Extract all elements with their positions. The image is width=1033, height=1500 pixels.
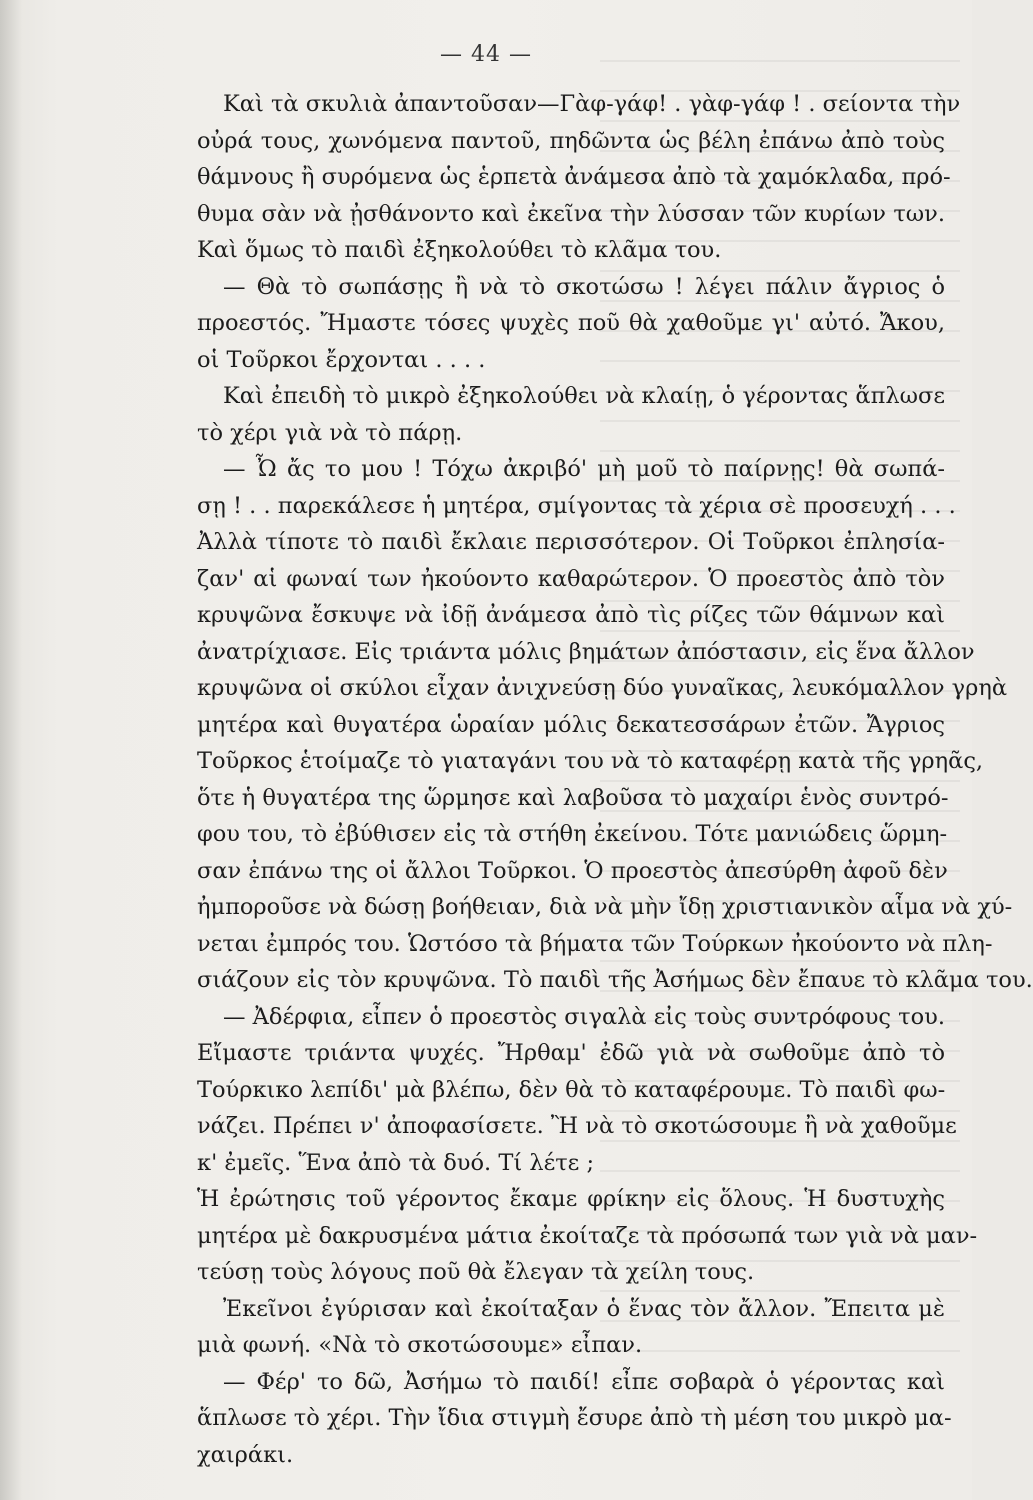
text-line: νάζει. Πρέπει ν' ἀποφασίσετε. Ἢ νὰ τὸ σκοτώσουμε ἢ νὰ χαθοῦμε [197,1113,957,1139]
text-line: Καὶ ὅμως τὸ παιδὶ ἐξηκολούθει τὸ κλᾶμα του. [197,237,722,263]
text-line: κρυψῶνα οἱ σκύλοι εἶχαν ἀνιχνεύσῃ δύο γυναῖκας, λευκόμαλλον γρηὰ [197,675,1008,701]
text-line: μιὰ φωνή. «Νὰ τὸ σκοτώσουμε» εἶπαν. [197,1332,643,1358]
text-line: Τούρκικο λεπίδι' μὰ βλέπω, δὲν θὰ τὸ καταφέρουμε. Τὸ παιδὶ φω- [197,1076,946,1103]
text-line: τὸ χέρι γιὰ νὰ τὸ πάρῃ. [197,419,463,446]
text-line: θυμα σὰν νὰ ᾐσθάνοντο καὶ ἐκεῖνα τὴν λύσσαν τῶν κυρίων των. [197,200,945,227]
text-line: ὅτε ἡ θυγατέρα της ὥρμησε καὶ λαβοῦσα τὸ μαχαίρι ἑνὸς συντρό- [197,784,949,811]
text-line: Καὶ ἐπειδὴ τὸ μικρὸ ἐξηκολούθει νὰ κλαίῃ, ὁ γέροντας ἅπλωσε [223,383,945,409]
text-line: Ἐκεῖνοι ἐγύρισαν καὶ ἐκοίταξαν ὁ ἕνας τὸν ἄλλον. Ἔπειτα μὲ [223,1295,945,1322]
text-line: νεται ἐμπρός του. Ὡστόσο τὰ βήματα τῶν Τούρκων ἠκούοντο νὰ πλη- [197,930,993,957]
body-text [197,86,1033,1473]
page-number: — 44 — [440,42,532,67]
text-line: χαιράκι. [197,1441,294,1468]
text-line: θάμνους ἢ συρόμενα ὡς ἑρπετὰ ἀνάμεσα ἀπὸ τὰ χαμόκλαδα, πρό- [197,164,951,190]
text-line: μητέρα καὶ θυγατέρα ὡραίαν μόλις δεκατεσσάρων ἐτῶν. Ἄγριος [197,711,945,738]
text-line: οἱ Τοῦρκοι ἔρχονται . . . . [197,346,486,373]
text-line: ἀνατρίχιασε. Εἰς τριάντα μόλις βημάτων ἀπόστασιν, εἰς ἕνα ἄλλον [197,638,975,665]
text-line: Καὶ τὰ σκυλιὰ ἀπαντοῦσαν—Γὰφ-γάφ! . γὰφ-γάφ ! . σείοντα τὴν [223,91,961,117]
text-line: — Φέρ' το δῶ, Ἀσήμω τὸ παιδί! εἶπε σοβαρὰ ὁ γέροντας καὶ [223,1368,945,1395]
binding-shadow [0,0,22,1500]
text-line: οὐρά τους, χωνόμενα παντοῦ, πηδῶντα ὡς βέλη ἐπάνω ἀπὸ τοὺς [197,127,945,154]
text-line: ἅπλωσε τὸ χέρι. Τὴν ἴδια στιγμὴ ἔσυρε ἀπὸ τὴ μέση του μικρὸ μα- [197,1405,952,1431]
text-line: Ἡ ἐρώτησις τοῦ γέροντος ἔκαμε φρίκην εἰς ὅλους. Ἡ δυστυχὴς [197,1186,945,1212]
text-line: — Ἀδέρφια, εἶπεν ὁ προεστὸς σιγαλὰ εἰς τοὺς συντρόφους του. [223,1003,945,1030]
text-line: σαν ἐπάνω της οἱ ἄλλοι Τοῦρκοι. Ὁ προεστὸς ἀπεσύρθη ἀφοῦ δὲν [197,857,948,884]
text-line: ἠμποροῦσε νὰ δώσῃ βοήθειαν, διὰ νὰ μὴν ἴδῃ χριστιανικὸν αἷμα νὰ χύ- [197,894,1013,920]
text-line: — Θὰ τὸ σωπάσῃς ἢ νὰ τὸ σκοτώσω ! λέγει πάλιν ἄγριος ὁ [223,273,945,300]
text-line: τεύσῃ τοὺς λόγους ποῦ θὰ ἔλεγαν τὰ χείλη τους. [197,1259,755,1285]
text-line: ζαν' αἱ φωναί των ἠκούοντο καθαρώτερον. Ὁ προεστὸς ἀπὸ τὸν [197,565,945,592]
text-line: σῃ ! . . παρεκάλεσε ἡ μητέρα, σμίγοντας τὰ χέρια σὲ προσευχή . . . [197,492,956,519]
text-line: σιάζουν εἰς τὸν κρυψῶνα. Τὸ παιδὶ τῆς Ἀσήμως δὲν ἔπαυε τὸ κλᾶμα του. [197,967,1033,993]
text-line: κρυψῶνα ἔσκυψε νὰ ἰδῇ ἀνάμεσα ἀπὸ τὶς ρίζες τῶν θάμνων καὶ [197,602,945,628]
text-line: Εἴμαστε τριάντα ψυχές. Ἤρθαμ' ἐδῶ γιὰ νὰ σωθοῦμε ἀπὸ τὸ [197,1040,945,1066]
text-line: — Ὦ ἄς το μου ! Τόχω ἀκριβό' μὴ μοῦ τὸ παίρνῃς! θὰ σωπά- [223,456,945,482]
text-line: μητέρα μὲ δακρυσμένα μάτια ἐκοίταζε τὰ πρόσωπά των γιὰ νὰ μαν- [197,1222,978,1249]
text-line: φου του, τὸ ἐβύθισεν εἰς τὰ στήθη ἐκείνου. Τότε μανιώδεις ὥρμη- [197,821,948,847]
text-line: κ' ἐμεῖς. Ἕνα ἀπὸ τὰ δυό. Τί λέτε ; [197,1149,595,1176]
text-line: Τοῦρκος ἑτοίμαζε τὸ γιαταγάνι του νὰ τὸ καταφέρῃ κατὰ τῆς γρηᾶς, [197,748,984,774]
text-line: Ἀλλὰ τίποτε τὸ παιδὶ ἔκλαιε περισσότερον. Οἱ Τοῦρκοι ἐπλησία- [197,529,945,555]
text-line: προεστός. Ἤμαστε τόσες ψυχὲς ποῦ θὰ χαθοῦμε γι' αὐτό. Ἄκου, [197,310,945,336]
